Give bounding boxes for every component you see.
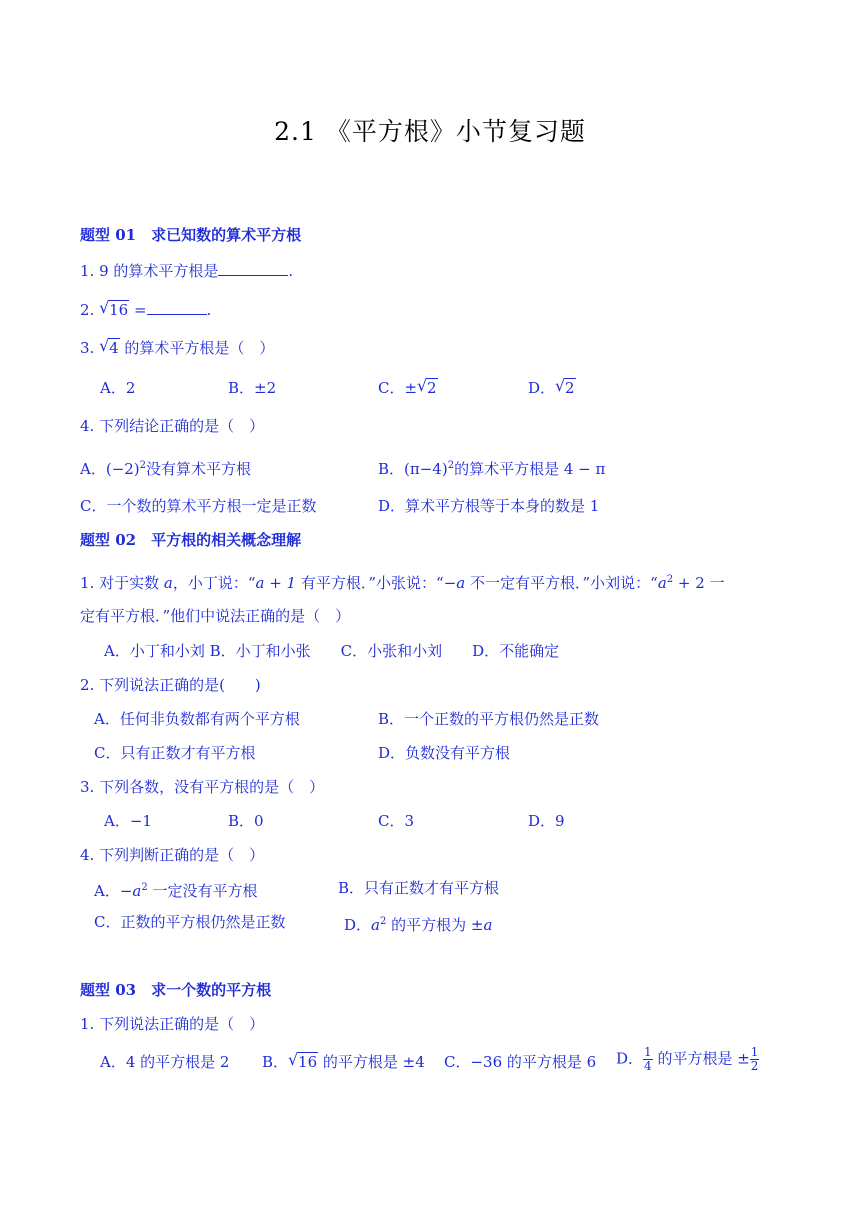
page-title: 2.1 《平方根》小节复习题 [274, 117, 586, 146]
question-2-2: 2. 下列说法正确的是( ) [80, 676, 261, 694]
option-b[interactable]: B． √ 16 的平方根是 ±4 [262, 1050, 425, 1071]
question-1-1: 1. 9 的算术平方根是 . [80, 259, 820, 281]
question-1-4: 4. 下列结论正确的是（ ） [80, 417, 265, 435]
option-c[interactable]: C．只有正数才有平方根 [94, 744, 256, 762]
question-2-1: 1. 对于实数 a，小丁说：“a + 1 有平方根．”小张说：“−a 不一定有平方根．”小刘说：“$a^2 + 2$ 一 [80, 574, 725, 592]
question-2-1-options[interactable]: A．小丁和小刘 B．小丁和小张 C．小张和小刘 D．不能确定 [104, 642, 560, 660]
option-d[interactable]: D．负数没有平方根 [378, 744, 511, 762]
section-header-01: 题型 01 求已知数的算术平方根 [80, 226, 302, 244]
option-b[interactable]: B．0 [228, 812, 264, 830]
answer-blank[interactable] [147, 298, 207, 315]
question-2-4: 4. 下列判断正确的是（ ） [80, 846, 265, 864]
option-a[interactable]: A．2 [100, 379, 136, 397]
option-c[interactable]: C．一个数的算术平方根一定是正数 [80, 497, 317, 515]
option-a[interactable]: A．$-a^2$ 一定没有平方根 [94, 882, 258, 900]
answer-blank[interactable] [218, 259, 288, 276]
option-c[interactable]: C．3 [378, 812, 415, 830]
option-b[interactable]: B．±2 [228, 379, 277, 397]
option-d[interactable]: D．$a^2$ 的平方根为 ±a [344, 916, 493, 934]
option-d[interactable]: D． $\frac{1}{4}$ 的平方根是 ± $\frac{1}{2}$ [616, 1045, 759, 1073]
question-2-1-cont: 定有平方根．”他们中说法正确的是（ ） [80, 607, 351, 625]
option-b[interactable]: B．只有正数才有平方根 [338, 879, 500, 897]
sqrt-expression: √ 4 [99, 336, 119, 357]
question-1-3: 3. √ 4 的算术平方根是（ ） [80, 336, 275, 357]
option-a[interactable]: A．$(-2)^2$没有算术平方根 [80, 460, 252, 478]
sqrt-expression: √ 16 [99, 298, 129, 319]
option-d[interactable]: D． √ 2 [528, 376, 575, 397]
option-c[interactable]: C．正数的平方根仍然是正数 [94, 913, 286, 931]
option-a[interactable]: A．4 的平方根是 2 [100, 1053, 230, 1071]
option-d[interactable]: D．算术平方根等于本身的数是 1 [378, 497, 600, 515]
option-b[interactable]: B．一个正数的平方根仍然是正数 [378, 710, 600, 728]
option-a[interactable]: A．−1 [104, 812, 152, 830]
option-a[interactable]: A．任何非负数都有两个平方根 [94, 710, 300, 728]
question-3-1: 1. 下列说法正确的是（ ） [80, 1015, 265, 1033]
question-2-3: 3. 下列各数，没有平方根的是（ ） [80, 778, 325, 796]
question-1-2: 2. √ 16 = . [80, 298, 212, 319]
option-c[interactable]: C．± √ 2 [378, 376, 437, 397]
section-header-02: 题型 02 平方根的相关概念理解 [80, 531, 302, 549]
option-c[interactable]: C．−36 的平方根是 6 [444, 1053, 597, 1071]
option-b[interactable]: B．$(\pi-4)^2$的算术平方根是 4 − π [378, 460, 606, 478]
section-header-03: 题型 03 求一个数的平方根 [80, 981, 272, 999]
option-d[interactable]: D．9 [528, 812, 565, 830]
